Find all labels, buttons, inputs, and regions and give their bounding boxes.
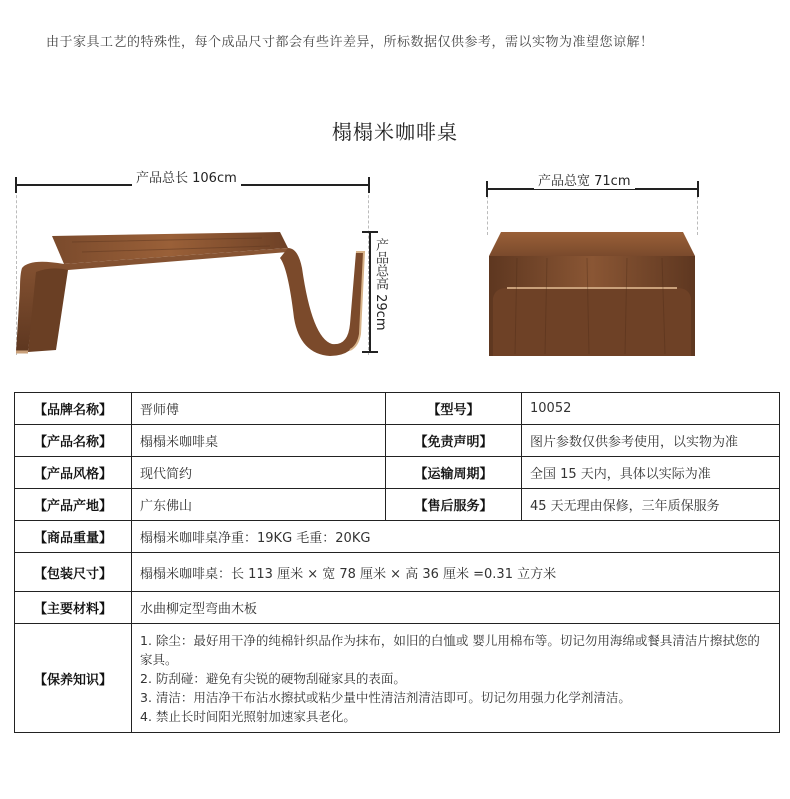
care-key: 【保养知识】 [15,624,132,733]
width-tick-left [486,181,488,197]
table-side-view-image [12,228,372,358]
length-tick-right [368,177,370,193]
shipping-key: 【运输周期】 [386,457,522,489]
disclaimer-key: 【免责声明】 [386,425,522,457]
size-disclaimer-notice: 由于家具工艺的特殊性，每个成品尺寸都会有些许差异，所标数据仅供参考，需以实物为准望您谅解！ [46,35,654,50]
care-item: 2. 防刮碰：避免有尖锐的硬物刮碰家具的表面。 [140,670,406,686]
model-key: 【型号】 [386,393,522,425]
table-row [15,521,780,553]
weight-value: 榻榻米咖啡桌净重：19KG 毛重：20KG [132,521,780,553]
model-value: 10052 [522,393,780,425]
table-row [15,489,780,521]
table-front-view-image [487,228,697,358]
product-name-key: 【产品名称】 [15,425,132,457]
product-specs-table [14,392,780,733]
origin-value: 广东佛山 [132,489,386,521]
origin-key: 【产品产地】 [15,489,132,521]
length-label: 产品总长 106cm [132,167,241,186]
care-instructions [132,624,780,733]
table-row [15,592,780,624]
brand-key: 【品牌名称】 [15,393,132,425]
weight-key: 【商品重量】 [15,521,132,553]
care-item: 4. 禁止长时间阳光照射加速家具老化。 [140,708,356,724]
material-value: 水曲柳定型弯曲木板 [132,592,780,624]
aftersale-key: 【售后服务】 [386,489,522,521]
style-value: 现代简约 [132,457,386,489]
length-tick-left [15,177,17,193]
style-key: 【产品风格】 [15,457,132,489]
height-label: 产品总高 29cm [373,238,388,331]
table-row [15,553,780,592]
care-item: 1. 除尘：最好用干净的纯棉针织品作为抹布，如旧的白恤或 婴儿用棉布等。切记勿用海绵或餐具清洁片擦拭您的家具。 [140,632,760,667]
table-row [15,393,780,425]
care-item: 3. 清洁：用洁净干布沾水擦拭或粘少量中性清洁剂清洁即可。切记勿用强力化学剂清洁。 [140,689,631,705]
table-row [15,457,780,489]
brand-value: 晋师傅 [132,393,386,425]
package-key: 【包装尺寸】 [15,553,132,592]
disclaimer-value: 图片参数仅供参考使用，以实物为准 [522,425,780,457]
package-value: 榻榻米咖啡桌：长 113 厘米 × 宽 78 厘米 × 高 36 厘米 =0.31 立方米 [132,553,780,592]
table-row [15,425,780,457]
product-name-value: 榻榻米咖啡桌 [132,425,386,457]
width-tick-right [697,181,699,197]
product-title: 榻榻米咖啡桌 [332,120,458,144]
material-key: 【主要材料】 [15,592,132,624]
width-label: 产品总宽 71cm [534,170,635,189]
aftersale-value: 45 天无理由保修，三年质保服务 [522,489,780,521]
shipping-value: 全国 15 天内，具体以实际为准 [522,457,780,489]
table-row [15,624,780,733]
